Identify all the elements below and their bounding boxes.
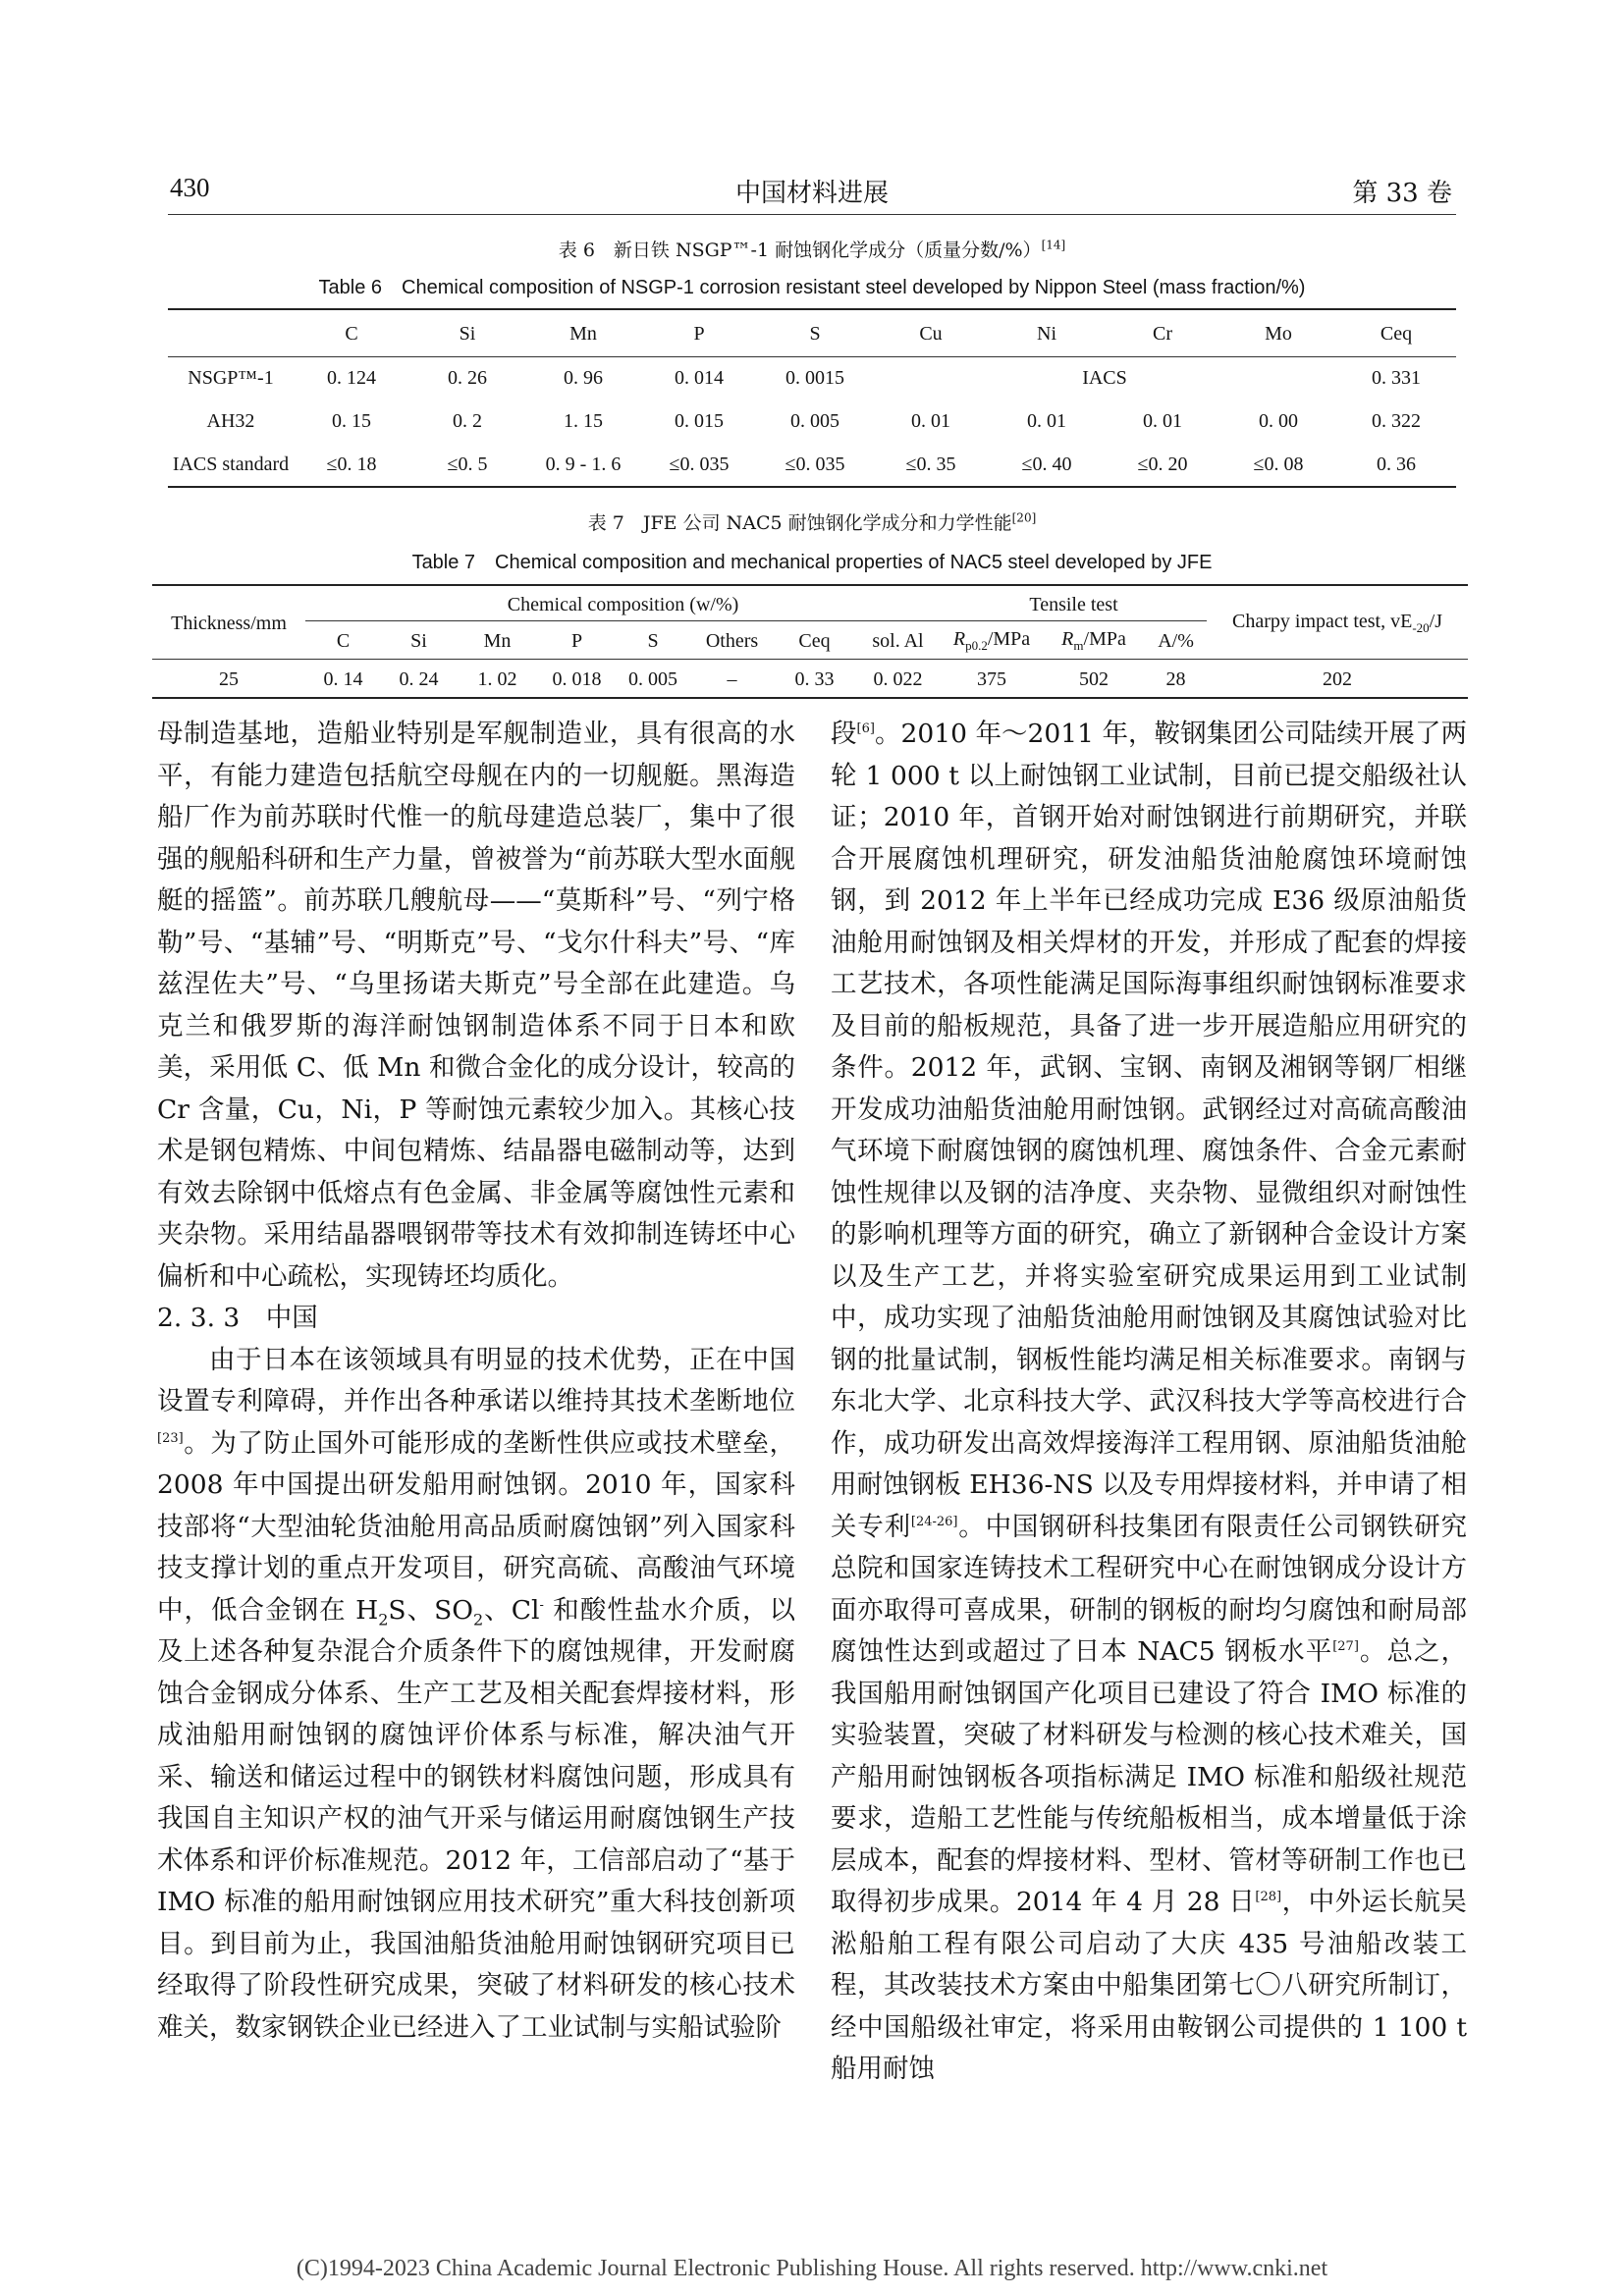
- table6-header-cell: Ceq: [1380, 323, 1413, 345]
- table6-header-cell: Si: [459, 323, 476, 345]
- table6-cell: 0. 9 - 1. 6: [545, 453, 622, 475]
- table-row: [168, 443, 1456, 486]
- table6-cell: 0. 005: [790, 409, 839, 432]
- table7-cell: 502: [1079, 667, 1110, 690]
- table6-cell: ≤0. 035: [669, 453, 730, 475]
- table7-caption-cn: 表 7 JFE 公司 NAC5 耐蚀钢化学成分和力学性能[20]: [587, 510, 1037, 534]
- table6-row-label: AH32: [206, 409, 255, 432]
- table-row: [168, 400, 1456, 443]
- table7-cell: 28: [1165, 667, 1186, 690]
- table6-caption-cn: 表 6 新日铁 NSGP™-1 耐蚀钢化学成分（质量分数/%）[14]: [558, 238, 1066, 261]
- paragraph: 由于日本在该领域具有明显的技术优势，正在中国设置专利障碍，并作出各种承诺以维持其技术垄断地位[23]。为了防止国外可能形成的垄断性供应或技术壁垒，2008 年中国提出研发船用耐蚀钢。2010 年，国家科技部将“大型油轮货油舱用高品质耐腐蚀钢”列入国家科技支撑计划的重点开发项目，研究高硫、高酸油气环境中，低合金钢在 $H_2S$、$SO_2$、Cl- 和酸性盐水介质，以及上述各种复杂混合介质条件下的腐蚀规律，开发耐腐蚀合金钢成分体系、生产工艺及相关配套焊接材料，形成油船用耐蚀钢的腐蚀评价体系与标准，解决油气开采、输送和储运过程中的钢铁材料腐蚀问题，形成具有我国自主知识产权的油气开采与储运用耐腐蚀钢生产技术体系和评价标准规范。2012 年，工信部启动了“基于 IMO 标准的船用耐蚀钢应用技术研究”重大科技创新项目。到目前为止，我国油船货油舱用耐蚀钢研究项目已经取得了阶段性研究成果，突破了材料研发的核心技术难关，数家钢铁企业已经进入了工业试制与实船试验阶: [157, 1344, 795, 2043]
- table6-header-cell: C: [345, 323, 358, 345]
- table6-header-cell: S: [809, 323, 821, 345]
- table7-tensile-header: Tensile test: [1029, 593, 1118, 615]
- table6-header-cell: Mo: [1265, 323, 1292, 345]
- table-row: [152, 660, 1468, 699]
- table6-cell: ≤0. 08: [1253, 453, 1304, 475]
- table6-cell: 0. 2: [453, 409, 482, 432]
- table6-header-cell: [168, 312, 294, 356]
- table6-cell: 0. 15: [332, 409, 371, 432]
- table7-cell: 0. 022: [873, 667, 923, 690]
- table7-cell: 0. 24: [399, 667, 439, 690]
- table7: [152, 587, 1468, 699]
- paragraph: 段[6]。2010 年～2011 年，鞍钢集团公司陆续开展了两轮 1 000 t 以上耐蚀钢工业试制，目前已提交船级社认证；2010 年，首钢开始对耐蚀钢进行前期研究，并联合开展腐蚀机理研究，研发油船货油舱腐蚀环境耐蚀钢，到 2012 年上半年已经成功完成 E36 级原油船货油舱用耐蚀钢及相关焊材的开发，并形成了配套的焊接工艺技术，各项性能满足国际海事组织耐蚀钢标准要求及目前的船板规范，具备了进一步开展造船应用研究的条件。2012 年，武钢、宝钢、南钢及湘钢等钢厂相继开发成功油船货油舱用耐蚀钢。武钢经过对高硫高酸油气环境下耐腐蚀钢的腐蚀机理、腐蚀条件、合金元素耐蚀性规律以及钢的洁净度、夹杂物、显微组织对耐蚀性的影响机理等方面的研究，确立了新钢种合金设计方案以及生产工艺，并将实验室研究成果运用到工业试制中，成功实现了油船货油舱用耐蚀钢及其腐蚀试验对比钢的批量试制，钢板性能均满足相关标准要求。南钢与东北大学、北京科技大学、武汉科技大学等高校进行合作，成功研发出高效焊接海洋工程用钢、原油船货油舱用耐蚀钢板 EH36-NS 以及专用焊接材料，并申请了相关专利[24-26]。中国钢研科技集团有限责任公司钢铁研究总院和国家连铸技术工程研究中心在耐蚀钢成分设计方面亦取得可喜成果，研制的钢板的耐均匀腐蚀和耐局部腐蚀性达到或超过了日本 NAC5 钢板水平[27]。总之，我国船用耐蚀钢国产化项目已建设了符合 IMO 标准的实验装置，突破了材料研发与检测的核心技术难关，国产船用耐蚀钢板各项指标满足 IMO 标准和船级社规范要求，造船工艺性能与传统船板相当，成本增量低于涂层成本，配套的焊接材料、型材、管材等研制工作也已取得初步成果。2014 年 4 月 28 日[28]，中外运长航吴淞船舶工程有限公司启动了大庆 435 号油船改装工程，其改装技术方案由中船集团第七〇八研究所制订，经中国船级社审定，将采用由鞍钢公司提供的 1 100 t 船用耐蚀: [831, 719, 1468, 2084]
- table6-cell: ≤0. 035: [785, 453, 845, 475]
- table6-header-cell: P: [693, 323, 705, 345]
- table7-chem-col: Ceq: [798, 629, 831, 652]
- table7-chem-col: S: [647, 629, 659, 652]
- table6-cell: 0. 01: [1143, 409, 1182, 432]
- table6-row-label: NSGP™-1: [188, 366, 274, 389]
- table6-caption-en: Table 6 Chemical composition of NSGP-1 corrosion resistant steel developed by Nippon Steel (mass fraction/%): [318, 277, 1306, 298]
- table7-top-rule: [152, 584, 1468, 586]
- table6: [168, 312, 1456, 486]
- table6-bottom-rule: [168, 486, 1456, 488]
- table6-cell: 0. 00: [1259, 409, 1298, 432]
- table6-cell: ≤0. 18: [326, 453, 377, 475]
- table6-cell: ≤0. 40: [1021, 453, 1072, 475]
- table7-chem-col: C: [336, 629, 351, 652]
- table7-chem-col: sol. Al: [872, 629, 924, 652]
- table7-chem-header: Chemical composition (w/%): [507, 593, 739, 615]
- table7-cell: 375: [977, 667, 1007, 690]
- paragraph: 母制造基地，造船业特别是军舰制造业，具有很高的水平，有能力建造包括航空母舰在内的一切舰艇。黑海造船厂作为前苏联时代惟一的航母建造总装厂，集中了很强的舰船科研和生产力量，曾被誉为“前苏联大型水面舰艇的摇篮”。前苏联几艘航母——“莫斯科”号、“列宁格勒”号、“基辅”号、“明斯克”号、“戈尔什科夫”号、“库兹涅佐夫”号、“乌里扬诺夫斯克”号全部在此建造。乌克兰和俄罗斯的海洋耐蚀钢制造体系不同于日本和欧美，采用低 C、低 Mn 和微合金化的成分设计，较高的 Cr 含量，Cu，Ni，P 等耐蚀元素较少加入。其核心技术是钢包精炼、中间包精炼、结晶器电磁制动等，达到有效去除钢中低熔点有色金属、非金属等腐蚀性元素和夹杂物。采用结晶器喂钢带等技术有效抑制连铸坯中心偏析和中心疏松，实现铸坯均质化。: [157, 719, 795, 1292]
- table-row: [168, 356, 1456, 400]
- table7-cell: 0. 33: [794, 667, 835, 690]
- table7-cell: 0. 14: [323, 667, 363, 690]
- section-heading: 2. 3. 3 中国: [157, 1303, 318, 1333]
- journal-title: 中国材料进展: [734, 179, 889, 208]
- table6-cell: 0. 014: [675, 366, 724, 389]
- table7-chem-col: Mn: [483, 629, 512, 652]
- volume-label: 第 33 卷: [1352, 179, 1452, 208]
- table7-thickness-header: Thickness/mm: [171, 612, 287, 634]
- table7-caption-en: Table 7 Chemical composition and mechanical properties of NAC5 steel developed by JFE: [411, 552, 1213, 573]
- table6-cell: 0. 01: [1027, 409, 1066, 432]
- table6-iacs-span: IACS: [1082, 366, 1127, 389]
- table6-cell: 0. 331: [1372, 366, 1421, 389]
- table7-cell: –: [727, 667, 737, 690]
- table6-row-label: IACS standard: [172, 453, 290, 475]
- table7-charpy-header: Charpy impact test, $vE_{-20}/J$: [1232, 611, 1443, 635]
- table6-cell: 0. 36: [1377, 453, 1416, 475]
- copyright-footer: (C)1994-2023 China Academic Journal Electronic Publishing House. All rights reserved. http://www.cnki.net: [296, 2256, 1328, 2281]
- table7-rp-col: $R_{p0.2}$/MPa: [952, 628, 1031, 653]
- table6-header-cell: Mn: [569, 323, 597, 345]
- table7-cell: 0. 018: [552, 667, 602, 690]
- body-left-column: [157, 714, 795, 2049]
- table6-cell: 1. 15: [564, 409, 603, 432]
- table7-rm-col: $R_m$/MPa: [1061, 628, 1126, 653]
- table7-cell: 25: [219, 667, 239, 690]
- table6-cell: ≤0. 20: [1137, 453, 1188, 475]
- table7-cell: 1. 02: [477, 667, 517, 690]
- table6-cell: 0. 015: [675, 409, 724, 432]
- table6-cell: ≤0. 35: [905, 453, 956, 475]
- body-right-column: [831, 714, 1467, 2091]
- table7-chem-col: Others: [705, 629, 759, 652]
- table6-cell: 0. 96: [564, 366, 603, 389]
- table7-a-col: A/%: [1158, 629, 1194, 652]
- table7-cell: 202: [1323, 667, 1353, 690]
- table7-chem-col: P: [570, 629, 583, 652]
- header-rule: [168, 214, 1456, 215]
- table6-cell: 0. 01: [911, 409, 950, 432]
- table6-top-rule: [168, 308, 1456, 310]
- table6-cell: 0. 124: [327, 366, 376, 389]
- table6-cell: 0. 322: [1372, 409, 1421, 432]
- page-number: 430: [170, 173, 210, 202]
- table6-header-cell: Ni: [1037, 323, 1056, 345]
- table7-chem-col: Si: [410, 629, 427, 652]
- table6-header-cell: Cu: [919, 323, 943, 345]
- table6-cell: 0. 0015: [785, 366, 844, 389]
- table6-cell: 0. 26: [448, 366, 487, 389]
- table6-header-cell: Cr: [1153, 323, 1172, 345]
- table6-cell: ≤0. 5: [447, 453, 488, 475]
- table7-cell: 0. 005: [628, 667, 677, 690]
